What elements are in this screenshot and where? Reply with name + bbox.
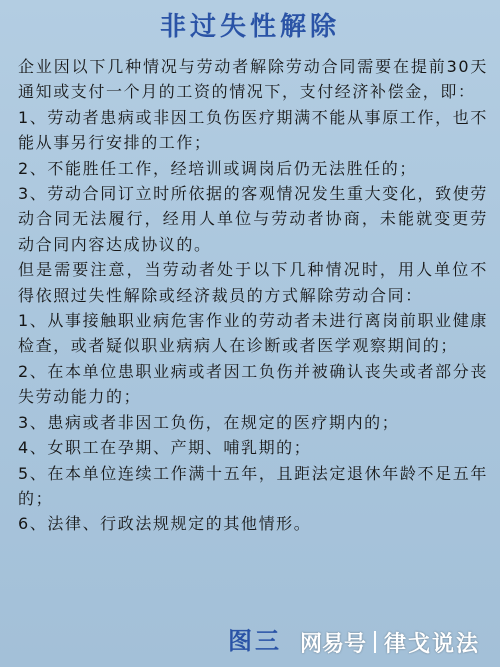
watermark-account: 律戈说法 [384,631,481,657]
list-item: 2、在本单位患职业病或者因工负伤并被确认丧失或者部分丧失劳动能力的； [18,361,488,407]
list-item: 1、劳动者患病或非因工负伤医疗期满不能从事原工作，也不能从事另行安排的工作； [18,107,488,153]
list-item: 5、在本单位连续工作满十五年，且距法定退休年龄不足五年的； [18,463,488,508]
list-item: 6、法律、行政法规规定的其他情形。 [18,514,312,534]
watermark-divider [374,631,376,653]
list-item: 3、患病或者非因工负伤，在规定的医疗期内的； [18,412,400,432]
list-item: 1、从事接触职业病危害作业的劳动者未进行离岗前职业健康检查，或者疑似职业病病人在诊断或者医学观察期间的； [18,311,488,356]
watermark-brand: 网易号 [300,631,367,657]
list-item: 4、女职工在孕期、产期、哺乳期的； [18,438,312,458]
intro-paragraph: 企业因以下几种情况与劳动者解除劳动合同需要在提前30天通知或支付一个月的工资的情况下，支付经济补偿金，即： [18,57,488,102]
document-body [18,54,488,537]
footer [0,624,500,660]
list-item: 2、不能胜任工作，经培训或调岗后仍无法胜任的； [18,158,417,178]
watermark [300,627,480,657]
list-item: 3、劳动合同订立时所依据的客观情况发生重大变化，致使劳动合同无法履行，经用人单位与劳动者协商，未能就变更劳动合同内容达成协议的。 [18,184,488,254]
page-title: 非过失性解除 [159,12,340,42]
note-paragraph: 但是需要注意，当劳动者处于以下几种情况时，用人单位不得依照过失性解除或经济裁员的方式解除劳动合同： [18,260,488,305]
figure-label: 图三 [228,627,282,655]
